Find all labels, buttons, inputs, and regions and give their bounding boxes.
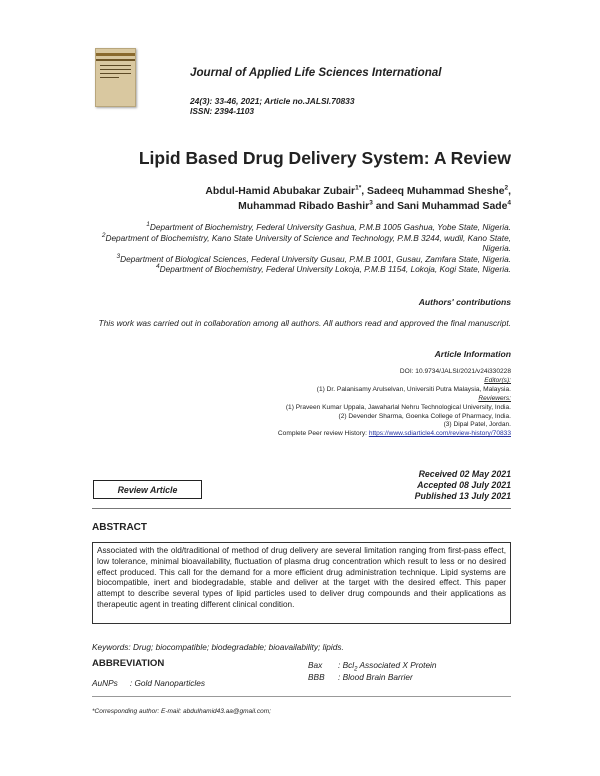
published-date: Published 13 July 2021 (414, 491, 511, 501)
affiliation-1: $^1$Department of Biochemistry, Federal University Gashua, P.M.B 1005 Gashua, Yobe State, Nigeria. (146, 221, 511, 232)
affiliation-2: $^2$Department of Biochemistry, Kano State University of Science and Technology, P.M.B 3244, wudil, Kano State, Nigeria. (101, 231, 511, 254)
author-2-sup: 2 (504, 184, 509, 192)
review-history: Complete Peer review History: https://www.sdiarticle4.com/review-history/70833 (277, 430, 511, 438)
footnote-divider (92, 696, 511, 697)
author-4-sup: 4 (507, 199, 511, 207)
received-date: Received 02 May 2021 (418, 469, 511, 479)
author-list: Abdul-Hamid Abubakar Zubair$^{1*}$, Sadeeq Muhammad Sheshe$^2$, Muhammad Ribado Bashir$^3$ and Sani Muhammad Sade$^4$ (205, 184, 511, 212)
author-1-sup: 1* (355, 184, 362, 192)
contributions-heading: Authors' contributions (418, 297, 511, 307)
abstract-heading: ABSTRACT (92, 522, 147, 533)
abbreviation-heading: ABBREVIATION (92, 658, 165, 669)
abbreviation-item: BBB : Blood Brain Barrier (308, 672, 413, 682)
affiliation-3: $^3$Department of Biological Sciences, Federal University Gusau, P.M.B 1001, Gusau, Zamfara State, Nigeria. (116, 253, 511, 264)
reviewer-3: (3) Dipal Patel, Jordan. (443, 421, 511, 429)
journal-issn: ISSN: 2394-1103 (190, 106, 255, 116)
editor: (1) Dr. Palanisamy Arulselvan, Universiti Putra Malaysia, Malaysia. (316, 385, 511, 393)
journal-issue-info (190, 96, 354, 116)
author-4: Sani Muhammad Sade (397, 200, 508, 212)
abbreviation-item: Bax : Bcl$_2$ Associated X Protein (308, 660, 437, 673)
reviewers-label: Reviewers: (478, 394, 511, 402)
footnote: *Corresponding author: E-mail: abdulhamid43.aa@gmail.com; (92, 708, 271, 715)
publication-dates (415, 469, 511, 502)
affiliation-4: $^4$Department of Biochemistry, Federal University Lokoja, P.M.B 1154, Lokoja, Kogi State, Nigeria. (155, 263, 511, 275)
affiliations (71, 222, 511, 275)
review-history-link[interactable]: https://www.sdiarticle4.com/review-history/70833 (368, 430, 511, 438)
author-3-sup: 3 (369, 199, 373, 207)
author-1: Abdul-Hamid Abubakar Zubair (205, 186, 356, 197)
abstract-text: Associated with the old/traditional of method of drug delivery are several limitation ranging from first-pass effect, low tolerance, minimal bioavailability, fluctuation of plasma drug concentration which result to less or no desired effect produced. This call for the demand for a more efficient drug administration technique. Lipid systems are biocompatible, inert and biodegradable, stable and deliver at the target with the desired effect. This paper attempt to describe several types of lipid particles used to deliver drug compounds and their applications as therapeutic agent in treating different clinical condition. (92, 542, 511, 624)
divider (92, 508, 511, 509)
accepted-date: Accepted 08 July 2021 (417, 480, 511, 490)
reviewer-2: (2) Devender Sharma, Goenka College of Pharmacy, India. (338, 412, 511, 420)
abbreviation-item: AuNPs : Gold Nanoparticles (92, 678, 206, 688)
editor-label: Editor(s): (484, 376, 511, 384)
article-info (91, 368, 511, 439)
journal-issue: 24(3): 33-46, 2021; Article no.JALSI.70833 (190, 96, 355, 106)
review-article-label: Review Article (93, 480, 202, 499)
author-2: Sadeeq Muhammad Sheshe (367, 186, 505, 197)
doi: DOI: 10.9734/JALSI/2021/v24i330228 (399, 368, 511, 375)
author-3: Muhammad Ribado Bashir (238, 200, 370, 212)
contributions-text: This work was carried out in collaboration among all authors. All authors read and approved the final manuscript. (98, 318, 511, 328)
article-info-heading: Article Information (434, 349, 511, 359)
journal-name: Journal of Applied Life Sciences International (190, 66, 442, 79)
reviewer-1: (1) Praveen Kumar Uppala, Jawaharlal Nehru Technological University, India. (285, 403, 511, 411)
journal-cover-image (95, 48, 136, 107)
paper-title: Lipid Based Drug Delivery System: A Review (138, 148, 511, 168)
keywords: Keywords: Drug; biocompatible; biodegradable; bioavailability; lipids. (92, 642, 344, 652)
